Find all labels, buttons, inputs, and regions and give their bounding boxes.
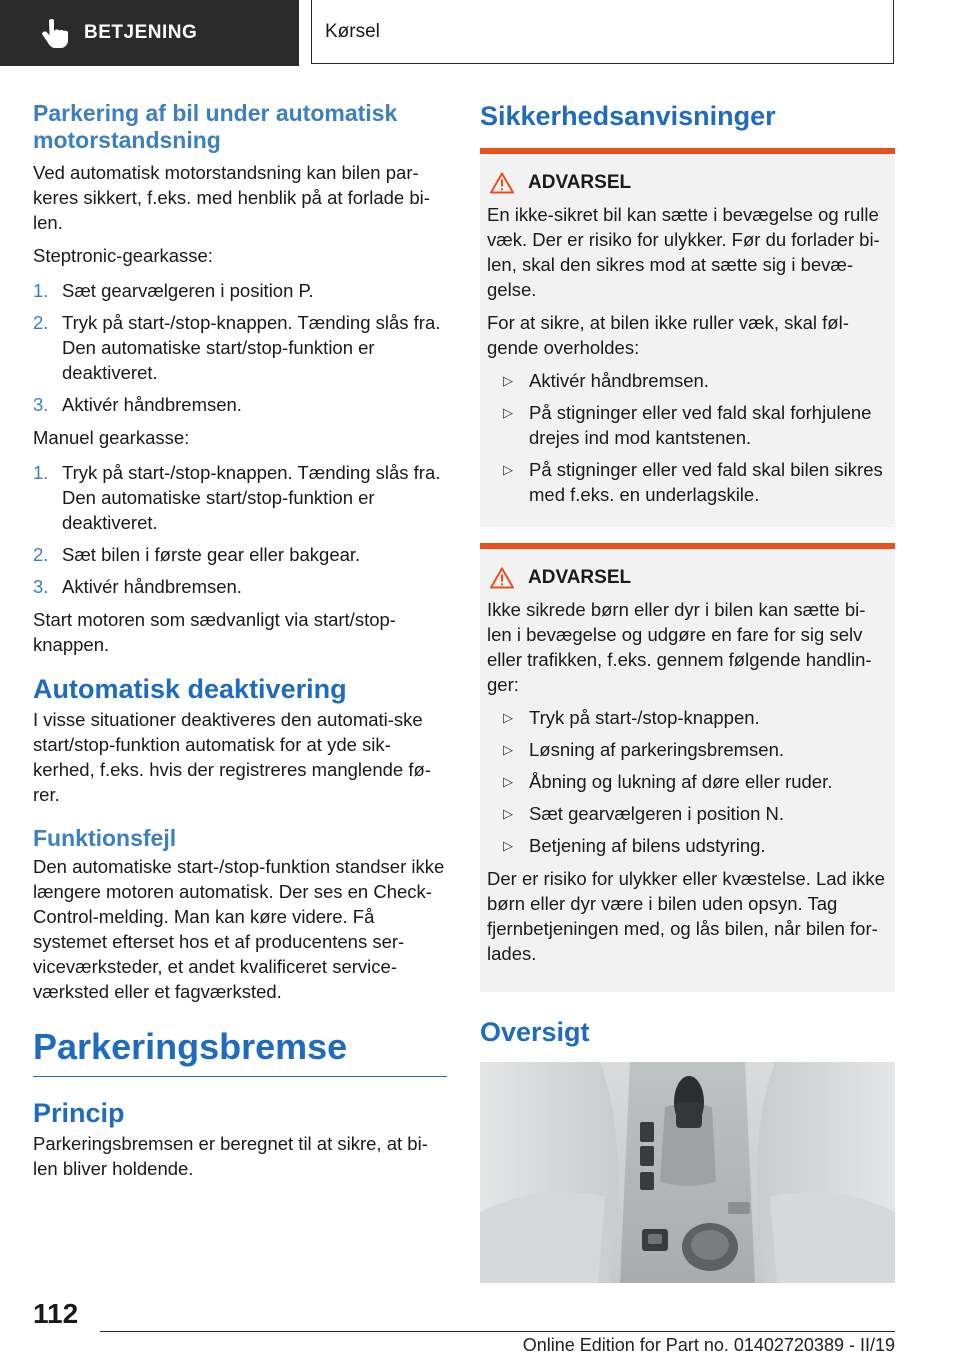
steptronic-steps <box>33 278 447 417</box>
steptronic-label: Steptronic-gearkasse: <box>33 245 213 266</box>
triangle-bullet-icon: ▷ <box>503 742 513 757</box>
edition-text: Online Edition for Part no. 01402720389 - II/19 <box>522 1335 895 1355</box>
warning-title <box>487 567 888 589</box>
list-item-text: Åbning og lukning af døre eller ruder. <box>529 771 833 792</box>
triangle-bullet-icon: ▷ <box>503 462 513 477</box>
step-text: Aktivér håndbremsen. <box>62 394 242 415</box>
footer-rule <box>100 1331 895 1332</box>
warning-box-2 <box>480 543 895 992</box>
chapter-header <box>311 0 894 64</box>
manual-label: Manuel gearkasse: <box>33 427 190 448</box>
triangle-bullet-icon: ▷ <box>503 774 513 789</box>
section-tab <box>0 0 299 66</box>
warning-paragraph: For at sikre, at bilen ikke ruller væk, skal føl-gende overholdes: <box>487 312 849 358</box>
list-item <box>33 310 447 385</box>
list-item <box>487 769 888 794</box>
right-column <box>480 100 895 1283</box>
heading-principle: Princip <box>33 1098 125 1128</box>
list-item <box>487 457 888 507</box>
list-item-text: Tryk på start-/stop-knappen. <box>529 707 760 728</box>
step-number: 2. <box>33 544 49 565</box>
page-number: 112 <box>33 1298 79 1329</box>
heading-auto-deactivation: Automatisk deaktivering <box>33 674 347 704</box>
left-column <box>33 100 447 1189</box>
list-item <box>33 460 447 535</box>
paragraph-parking-auto-stop: Ved automatisk motorstandsning kan bilen par-keres sikkert, f.eks. med henblik på at forlade bi-len. <box>33 162 430 233</box>
list-item <box>487 833 888 858</box>
paragraph-start-engine: Start motoren som sædvanligt via start/stop-knappen. <box>33 609 396 655</box>
step-text: Sæt gearvælgeren i position P. <box>62 280 314 301</box>
list-item <box>33 574 447 599</box>
chapter-label: Kørsel <box>325 20 380 42</box>
warning-list <box>487 368 888 507</box>
center-console-photo <box>480 1062 895 1283</box>
triangle-bullet-icon: ▷ <box>503 838 513 853</box>
section-label: BETJENING <box>84 22 198 43</box>
warning-paragraph: Der er risiko for ulykker eller kvæstelse. Lad ikke børn eller dyr være i bilen uden opsyn. Tag fjernbetjeningen med, og lås bilen, når bilen for-lades. <box>487 868 885 964</box>
warning-triangle-icon <box>490 567 514 589</box>
list-item <box>487 737 888 762</box>
warning-box-1 <box>480 148 895 527</box>
warning-title <box>487 172 888 194</box>
triangle-bullet-icon: ▷ <box>503 806 513 821</box>
warning-paragraph: En ikke-sikret bil kan sætte i bevægelse og rulle væk. Der er risiko for ulykker. Før du forlader bi-len, skal den sikres mod at sætte sig i bevæ-gelse. <box>487 204 880 300</box>
heading-malfunction: Funktionsfejl <box>33 825 177 851</box>
list-item-text: På stigninger eller ved fald skal forhjulene drejes ind mod kantstenen. <box>529 402 872 448</box>
step-text: Sæt bilen i første gear eller bakgear. <box>62 544 361 565</box>
step-text: Tryk på start-/stop-knappen. Tænding slås fra. Den automatiske start/stop-funktion er deaktiveret. <box>62 312 441 383</box>
list-item <box>487 368 888 393</box>
list-item <box>487 801 888 826</box>
step-number: 1. <box>33 462 49 483</box>
list-item <box>487 705 888 730</box>
list-item <box>33 278 447 303</box>
list-item-text: Løsning af parkeringsbremsen. <box>529 739 785 760</box>
list-item <box>487 400 888 450</box>
step-text: Tryk på start-/stop-knappen. Tænding slås fra. Den automatiske start/stop-funktion er deaktiveret. <box>62 462 441 533</box>
heading-parking-auto-stop: Parkering af bil under automatisk motorstandsning <box>33 100 398 153</box>
paragraph-auto-deactivation: I visse situationer deaktiveres den automati-ske start/stop-funktion automatisk for at yde sik-kerhed, f.eks. hvis der registreres manglende fø-rer. <box>33 709 431 805</box>
list-item-text: Aktivér håndbremsen. <box>529 370 709 391</box>
step-number: 2. <box>33 312 49 333</box>
heading-safety: Sikkerhedsanvisninger <box>480 101 776 131</box>
step-number: 3. <box>33 394 49 415</box>
list-item-text: På stigninger eller ved fald skal bilen sikres med f.eks. en underlagskile. <box>529 459 883 505</box>
triangle-bullet-icon: ▷ <box>503 710 513 725</box>
manual-steps <box>33 460 447 599</box>
list-item-text: Betjening af bilens udstyring. <box>529 835 766 856</box>
heading-overview: Oversigt <box>480 1017 590 1047</box>
warning-title-text: ADVARSEL <box>528 172 632 193</box>
step-text: Aktivér håndbremsen. <box>62 576 242 597</box>
triangle-bullet-icon: ▷ <box>503 373 513 388</box>
pointing-hand-icon <box>38 16 72 50</box>
list-item-text: Sæt gearvælgeren i position N. <box>529 803 785 824</box>
step-number: 1. <box>33 280 49 301</box>
warning-triangle-icon <box>490 172 514 194</box>
triangle-bullet-icon: ▷ <box>503 405 513 420</box>
list-item <box>33 542 447 567</box>
step-number: 3. <box>33 576 49 597</box>
list-item <box>33 392 447 417</box>
paragraph-principle: Parkeringsbremsen er beregnet til at sikre, at bi-len bliver holdende. <box>33 1133 428 1179</box>
warning-list <box>487 705 888 858</box>
heading-parking-brake: Parkeringsbremse <box>33 1026 348 1067</box>
paragraph-malfunction: Den automatiske start-/stop-funktion standser ikke længere motoren automatisk. Der ses en Check-Control-melding. Man kan køre videre. Få systemet efterset hos et af producentens ser-viceværksteder, et andet kvalificeret service-værksted eller et fagværksted. <box>33 856 445 1002</box>
warning-title-text: ADVARSEL <box>528 567 632 588</box>
center-console-illustration <box>480 1062 895 1283</box>
warning-paragraph: Ikke sikrede børn eller dyr i bilen kan sætte bi-len i bevægelse og udgøre en fare for sig selv eller trafikken, f.eks. gennem følgende handlin-ger: <box>487 599 872 695</box>
section-rule <box>33 1026 447 1077</box>
